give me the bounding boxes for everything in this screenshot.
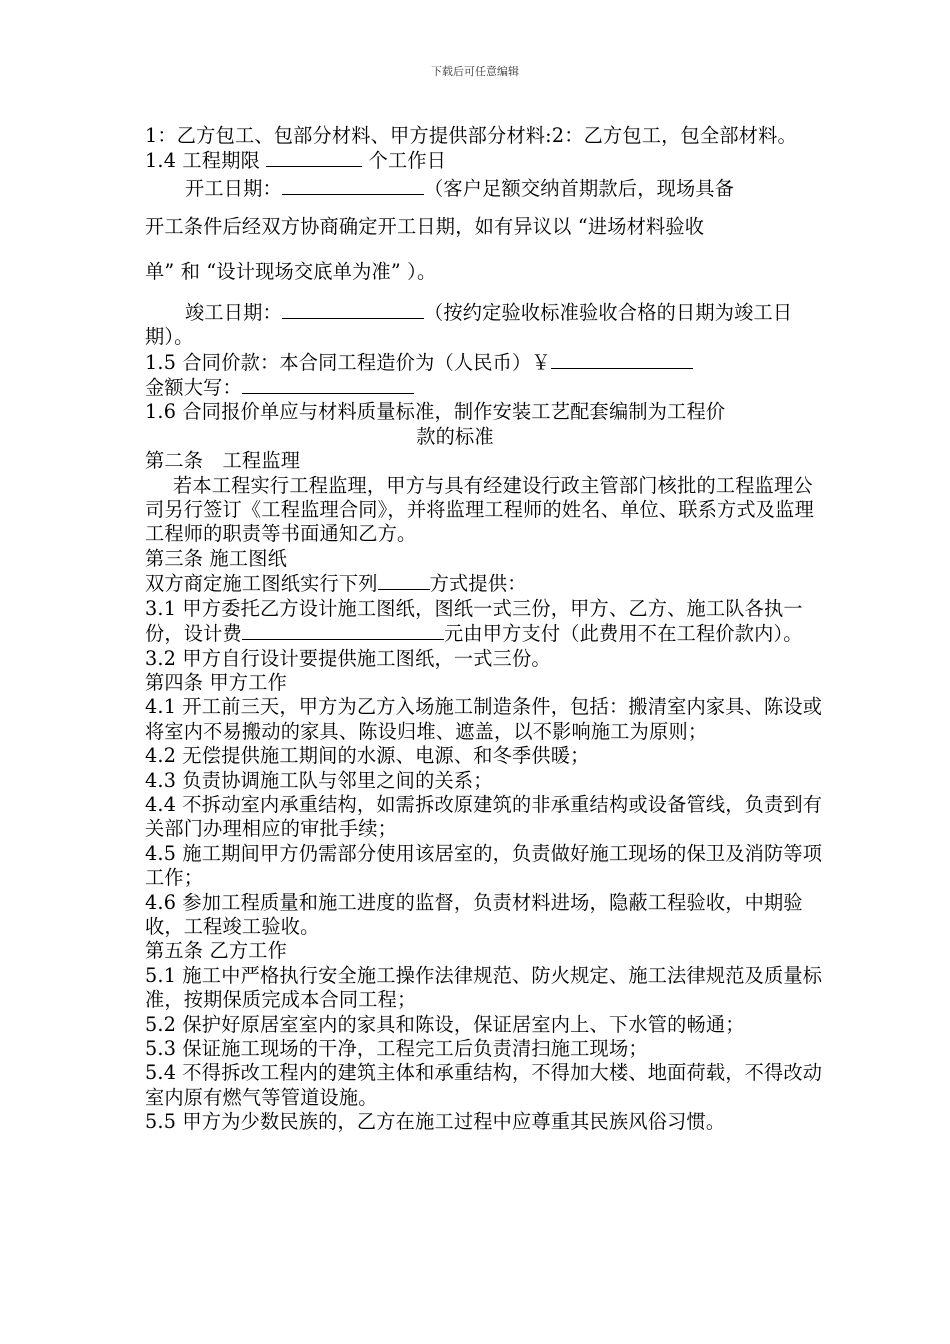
line-text: 竣工日期： <box>185 300 282 324</box>
contract-line: 5.3 保证施工现场的干净，工程完工后负责清扫施工现场； <box>145 1037 648 1060</box>
contract-line: 4.3 负责协调施工队与邻里之间的关系； <box>145 768 493 792</box>
section-heading: 第四条 甲方工作 <box>145 670 288 694</box>
page-header: 下载后可任意编辑 <box>431 65 519 78</box>
contract-line: 单” 和 “设计现场交底单为准” ）。 <box>145 259 437 283</box>
contract-line <box>145 174 825 204</box>
contract-line <box>145 571 825 596</box>
contract-line: 5.4 不得拆改工程内的建筑主体和承重结构，不得加大楼、地面荷载，不得改动室内原有燃气等管道设施。 <box>145 1061 823 1109</box>
contract-line: 1.6 合同报价单应与材料质量标准，制作安装工艺配套编制为工程价 <box>145 400 726 424</box>
contract-line: 5.1 施工中严格执行安全施工操作法律规范、防火规定、施工法律规范及质量标准，按期保质完成本合同工程； <box>145 963 823 1012</box>
contract-line <box>145 148 825 173</box>
contract-line: 5.2 保护好原居室室内的家具和陈设，保证居室内上、下水管的畅通； <box>145 1012 745 1036</box>
line-text: 元由甲方支付（此费用不在工程价款内）。 <box>443 622 803 646</box>
line-text: （客户足额交纳首期款后，现场具备 <box>423 176 735 200</box>
line-text: 1.4 工程期限 <box>145 149 267 173</box>
section-heading: 第五条 乙方工作 <box>145 939 288 963</box>
line-text: 双方商定施工图纸实行下列 <box>145 572 378 596</box>
contract-line: 开工条件后经双方协商确定开工日期，如有异议以 “进场材料验收 <box>145 214 705 238</box>
contract-line: 若本工程实行工程监理，甲方与具有经建设行政主管部门核批的工程监理公司另行签订《工程监理合同》，并将监理工程师的姓名、单位、联系方式及监理工程师的职责等书面通知乙方。 <box>145 473 814 546</box>
design-fee-blank[interactable] <box>242 621 444 640</box>
contract-line <box>145 597 825 647</box>
start-date-blank[interactable] <box>282 176 424 195</box>
contract-line: 款的标准 <box>416 424 494 448</box>
contract-line: 4.1 开工前三天，甲方为乙方入场施工制造条件，包括：搬清室内家具、陈设或将室内不易搬动的家具、陈设归堆、遮盖，以不影响施工为原则； <box>145 695 823 743</box>
contract-line: 3.2 甲方自行设计要提供施工图纸，一式三份。 <box>145 646 551 670</box>
completion-date-blank[interactable] <box>282 300 424 319</box>
line-text: 方式提供： <box>429 572 527 596</box>
duration-blank[interactable] <box>266 148 362 167</box>
line-text: 个工作日 <box>362 149 447 173</box>
line-text: 3.1 甲方委托乙方设计施工图纸，图纸一式三份，甲方、乙方、施工队各执一份，设计费 <box>145 596 803 646</box>
contract-line <box>145 300 825 350</box>
contract-line: 5.5 甲方为少数民族的，乙方在施工过程中应尊重其民族风俗习惯。 <box>145 1110 726 1134</box>
contract-body <box>145 124 825 1135</box>
section-heading: 第二条 工程监理 <box>145 449 301 473</box>
method-blank[interactable] <box>378 571 430 590</box>
contract-line: 4.6 参加工程质量和施工进度的监督，负责材料进场，隐蔽工程验收，中期验收，工程竣工验收。 <box>145 890 803 938</box>
line-text: （按约定验收标准验收合格的日期为竣工日期）。 <box>145 300 793 349</box>
amount-words-blank[interactable] <box>242 375 414 394</box>
contract-line: 4.4 不拆动室内承重结构，如需拆改原建筑的非承重结构或设备管线，负责到有关部门办理相应的审批手续； <box>145 792 823 841</box>
contract-line: 4.5 施工期间甲方仍需部分使用该居室的，负责做好施工现场的保卫及消防等项工作； <box>145 841 823 890</box>
contract-line <box>145 350 825 375</box>
price-blank[interactable] <box>551 350 693 369</box>
line-text: 1.5 合同价款：本合同工程造价为（人民币）￥ <box>145 350 551 374</box>
section-heading: 第三条 施工图纸 <box>145 546 288 570</box>
contract-line: 1：乙方包工、包部分材料、甲方提供部分材料:2：乙方包工，包全部材料。 <box>145 124 797 147</box>
line-text: 开工日期： <box>185 176 282 200</box>
contract-line: 4.2 无偿提供施工期间的水源、电源、和冬季供暖； <box>145 744 590 768</box>
contract-line <box>145 375 825 400</box>
line-text: 金额大写： <box>145 376 242 400</box>
